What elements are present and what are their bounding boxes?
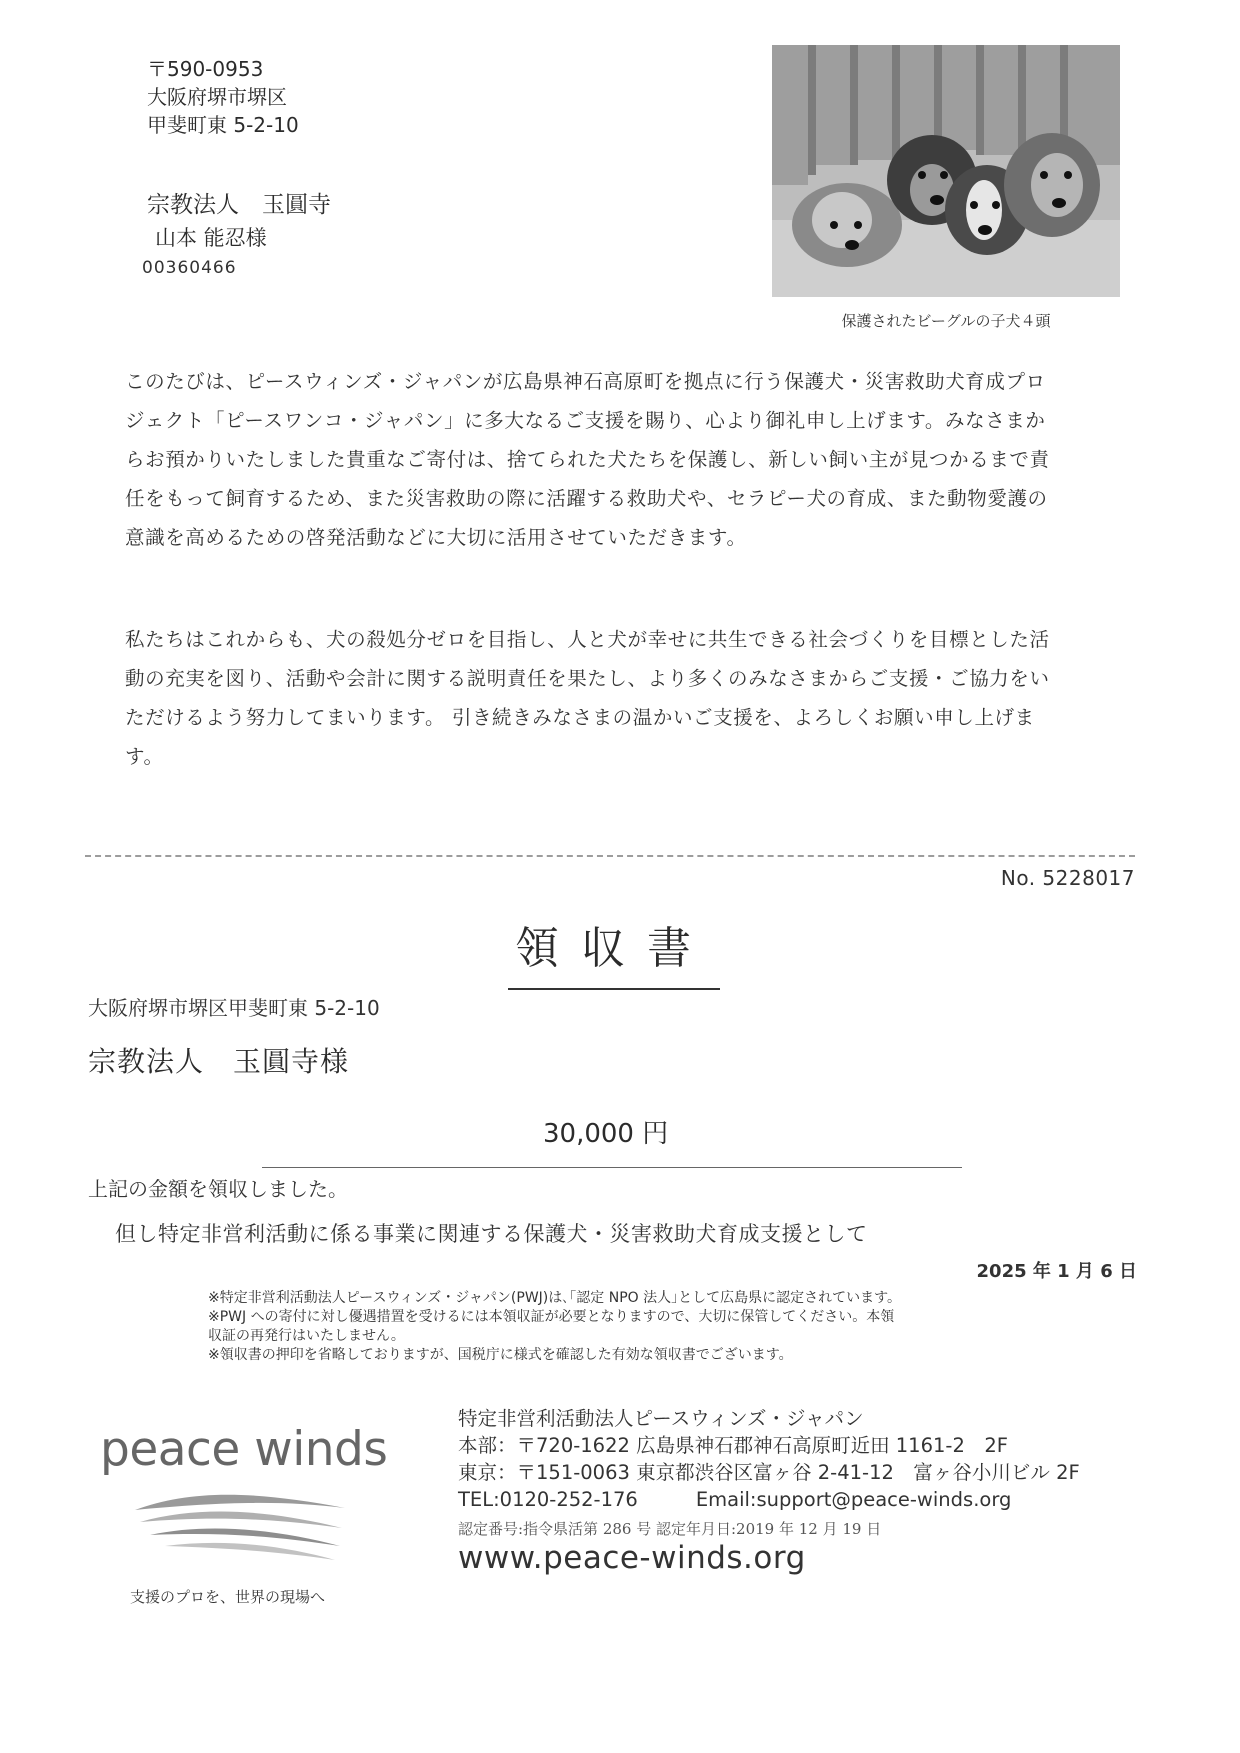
letter-line: 任をもって飼育するため、また災害救助の際に活躍する救助犬や、セラピー犬の育成、また動物愛護の <box>125 487 1048 510</box>
receipt-number: No. 5228017 <box>1000 866 1135 890</box>
letter-line: 意識を高めるための啓発活動などに大切に活用させていただきます。 <box>125 526 747 549</box>
letter-line: 私たちはこれからも、犬の殺処分ゼロを目指し、人と犬が幸せに共生できる社会づくりを目標とした活 <box>125 628 1050 651</box>
letter-paragraph-1 <box>125 362 1120 557</box>
note-line: ※領収書の押印を省略しておりますが、国税庁に様式を確認した有効な領収書でございます。 <box>208 1347 793 1363</box>
cut-line-divider <box>85 855 1135 857</box>
letter-line: 動の充実を図り、活動や会計に関する説明責任を果たし、より多くのみなさまからご支援・ご協力をい <box>125 667 1050 690</box>
amount-underline <box>262 1167 962 1168</box>
logo-tagline: 支援のプロを、世界の現場へ <box>130 1588 326 1606</box>
org-website-link[interactable]: www.peace-winds.org <box>458 1540 806 1576</box>
note-line: ※PWJ への寄付に対し優遇措置を受けるには本領収証が必要となりますので、大切に保管してください。本領 <box>208 1309 895 1325</box>
org-name: 特定非営利活動法人ピースウィンズ・ジャパン <box>458 1407 864 1430</box>
org-tel: TEL:0120-252-176 <box>458 1488 638 1511</box>
beagle-puppies-photo <box>772 45 1120 297</box>
org-email[interactable]: Email:support@peace-winds.org <box>695 1488 1012 1511</box>
letter-line: す。 <box>125 745 164 768</box>
receipt-address: 大阪府堺市堺区甲斐町東 5-2-10 <box>88 996 380 1020</box>
org-tokyo-address: 東京：〒151-0063 東京都渋谷区富ヶ谷 2-41-12 富ヶ谷小川ビル 2F <box>458 1461 1080 1484</box>
recipient-address-line1: 大阪府堺市堺区 <box>147 85 287 109</box>
receipt-title: 領収書 <box>508 912 720 990</box>
receipt-recipient-name: 宗教法人 玉圓寺様 <box>88 1045 350 1078</box>
letter-line: らお預かりいたしました貴重なご寄付は、捨てられた犬たちを保護し、新しい飼い主が見つかるまで責 <box>125 448 1050 471</box>
receipt-amount: 30,000 円 <box>543 1119 669 1149</box>
photo-caption: 保護されたビーグルの子犬４頭 <box>841 312 1051 330</box>
recipient-person: 山本 能忍様 <box>155 226 267 250</box>
organization-info <box>458 1405 1080 1513</box>
wind-waves-logo-icon <box>130 1480 350 1570</box>
recipient-id: 00360466 <box>142 258 237 278</box>
letter-line: ジェクト「ピースワンコ・ジャパン」に多大なるご支援を賜り、心より御礼申し上げます。みなさまか <box>125 409 1046 432</box>
peace-winds-logo-wordmark: peace winds <box>100 1422 388 1477</box>
org-contact <box>458 1486 1080 1513</box>
letter-line: このたびは、ピースウィンズ・ジャパンが広島県神石高原町を拠点に行う保護犬・災害救助犬育成プロ <box>125 370 1046 393</box>
org-certification: 認定番号:指令県活第 286 号 認定年月日:2019 年 12 月 19 日 <box>458 1520 882 1538</box>
receipt-date: 2025 年 1 月 6 日 <box>976 1261 1137 1282</box>
receipt-notes <box>208 1289 1038 1365</box>
note-line: ※特定非営利活動法人ピースウィンズ・ジャパン(PWJ)は､｢認定 NPO 法人｣として広島県に認定されています。 <box>208 1290 901 1306</box>
receipt-purpose: 但し特定非営利活動に係る事業に関連する保護犬・災害救助犬育成支援として <box>115 1222 868 1246</box>
letter-paragraph-2 <box>125 620 1120 776</box>
recipient-org: 宗教法人 玉圓寺 <box>147 192 331 218</box>
recipient-address <box>147 55 299 139</box>
note-line: 収証の再発行はいたしません。 <box>208 1328 405 1344</box>
letter-line: ただけるよう努力してまいります。 引き続きみなさまの温かいご支援を、よろしくお願い申し上げま <box>125 706 1035 729</box>
org-hq-address: 本部：〒720-1622 広島県神石郡神石高原町近田 1161-2 2F <box>458 1434 1008 1457</box>
recipient-postal: 〒590-0953 <box>147 57 264 81</box>
receipt-received-statement: 上記の金額を領収しました。 <box>88 1177 348 1201</box>
puppies-image <box>772 45 1120 297</box>
recipient-address-line2: 甲斐町東 5-2-10 <box>147 113 299 137</box>
